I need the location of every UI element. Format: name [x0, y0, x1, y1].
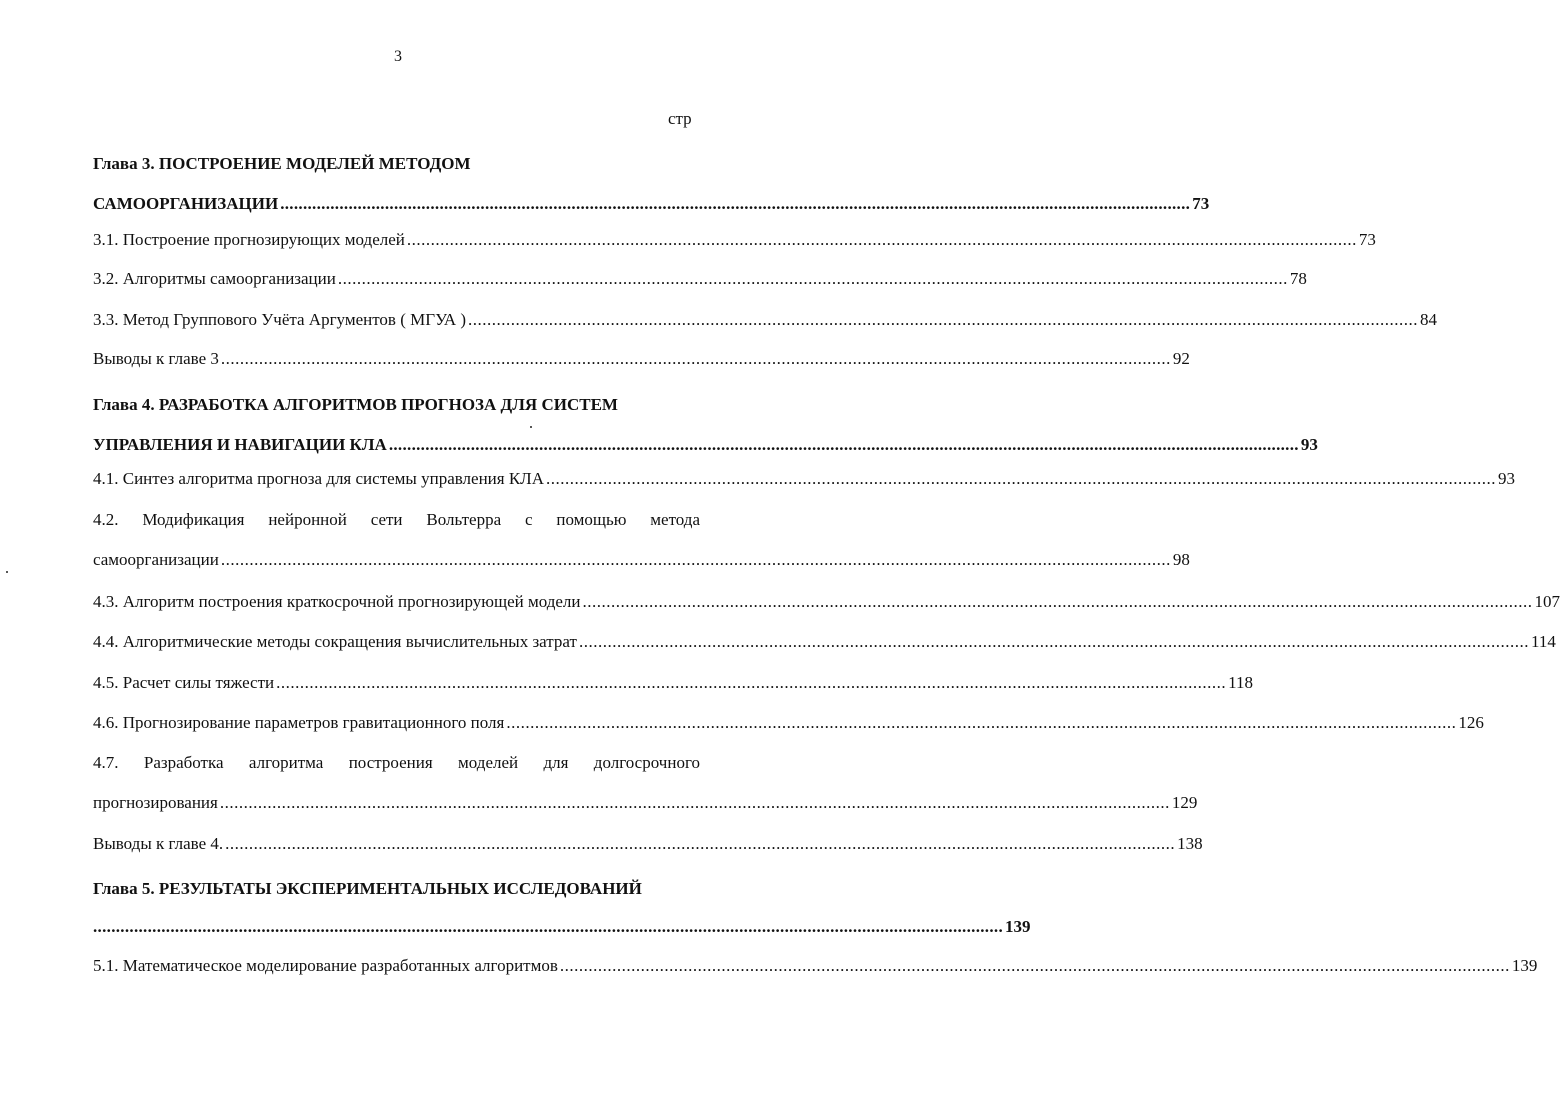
- toc-page-number: 139: [1511, 956, 1538, 975]
- toc-leader: ........................................................................................................................................................................................................: [406, 230, 1357, 249]
- toc-leader: ........................................................................................................................................................................................................: [337, 269, 1288, 288]
- toc-entry-text: 4.2. Модификация нейронной сети Вольтерра с помощью метода: [93, 510, 700, 529]
- toc-entry-text: 4.6. Прогнозирование параметров гравитационного поля: [93, 713, 505, 732]
- toc-page-number: 107: [1534, 592, 1560, 611]
- toc-chapter-heading: [93, 152, 700, 176]
- toc-chapter-heading: [93, 433, 1318, 457]
- toc-entry: [93, 711, 1484, 735]
- toc-entry-text: 3.1. Построение прогнозирующих моделей: [93, 230, 405, 249]
- toc-page-number: 93: [1497, 469, 1515, 488]
- toc-entry-text: Выводы к главе 4.: [93, 834, 224, 853]
- toc-entry-text: Глава 5. РЕЗУЛЬТАТЫ ЭКСПЕРИМЕНТАЛЬНЫХ ИССЛЕДОВАНИЙ: [93, 879, 642, 898]
- toc-page-number: 84: [1420, 310, 1438, 329]
- toc-entry-text: 3.2. Алгоритмы самоорганизации: [93, 269, 336, 288]
- toc-entry: [93, 671, 1253, 695]
- page-number: 3: [394, 48, 402, 65]
- toc-leader: ........................................................................................................................................................................................................: [220, 349, 1171, 368]
- toc-leader: ........................................................................................................................................................................................................: [280, 194, 1191, 213]
- toc-page-number: 129: [1171, 793, 1198, 812]
- toc-entry-text: Глава 4. РАЗРАБОТКА АЛГОРИТМОВ ПРОГНОЗА ДЛЯ СИСТЕМ: [93, 395, 618, 414]
- toc-page-number: 73: [1358, 230, 1376, 249]
- toc-leader: ........................................................................................................................................................................................................: [582, 592, 1533, 611]
- toc-entry-text: УПРАВЛЕНИЯ И НАВИГАЦИИ КЛА: [93, 435, 387, 454]
- toc-page-number: 78: [1289, 269, 1307, 288]
- toc-entry: [93, 791, 1198, 815]
- scan-speck: [6, 571, 8, 573]
- toc-entry: [93, 590, 1560, 614]
- toc-entry-text: 5.1. Математическое моделирование разработанных алгоритмов: [93, 956, 558, 975]
- toc-leader: ........................................................................................................................................................................................................: [93, 917, 1003, 936]
- toc-entry: [93, 228, 1376, 252]
- toc-page-number: 98: [1172, 550, 1190, 569]
- toc-leader: ........................................................................................................................................................................................................: [545, 469, 1496, 488]
- toc-entry-text: 4.5. Расчет силы тяжести: [93, 673, 275, 692]
- page-column-label: стр: [668, 109, 692, 128]
- toc-entry-text: самоорганизации: [93, 550, 219, 569]
- toc-page-number: 139: [1005, 917, 1031, 936]
- toc-leader: ........................................................................................................................................................................................................: [559, 956, 1510, 975]
- toc-page-number: 93: [1300, 435, 1318, 454]
- toc-entry-text: 4.4. Алгоритмические методы сокращения вычислительных затрат: [93, 632, 577, 651]
- toc-leader: ........................................................................................................................................................................................................: [220, 550, 1171, 569]
- toc-entry-text: Глава 3. ПОСТРОЕНИЕ МОДЕЛЕЙ МЕТОДОМ: [93, 154, 471, 173]
- toc-page-number: 73: [1192, 194, 1210, 213]
- toc-entry: [93, 954, 1538, 978]
- toc-chapter-heading: [93, 877, 700, 901]
- toc-leader: ........................................................................................................................................................................................................: [578, 632, 1529, 651]
- toc-leader: ........................................................................................................................................................................................................: [388, 435, 1299, 454]
- toc-entry: [93, 751, 700, 775]
- toc-entry: [93, 308, 1438, 332]
- toc-entry-text: 4.3. Алгоритм построения краткосрочной прогнозирующей модели: [93, 592, 581, 611]
- toc-page-number: 138: [1177, 834, 1203, 853]
- toc-leader: ........................................................................................................................................................................................................: [506, 713, 1457, 732]
- toc-chapter-heading: [93, 915, 1031, 939]
- toc-entry: [93, 548, 1190, 572]
- toc-leader: ........................................................................................................................................................................................................: [225, 834, 1176, 853]
- toc-page-number: 114: [1530, 632, 1556, 651]
- toc-entry-text: 4.7. Разработка алгоритма построения моделей для долгосрочного: [93, 753, 700, 772]
- toc-entry: [93, 832, 1203, 856]
- toc-entry-text: 4.1. Синтез алгоритма прогноза для системы управления КЛА: [93, 469, 544, 488]
- toc-page-number: 118: [1228, 673, 1253, 692]
- toc-entry-text: прогнозирования: [93, 793, 218, 812]
- toc-entry-text: 3.3. Метод Группового Учёта Аргументов ( МГУА ): [93, 310, 467, 329]
- toc-leader: ........................................................................................................................................................................................................: [276, 673, 1227, 692]
- toc-entry-text: САМООРГАНИЗАЦИИ: [93, 194, 279, 213]
- toc-page-number: 92: [1172, 349, 1190, 368]
- toc-entry: [93, 467, 1515, 491]
- toc-page-number: 126: [1458, 713, 1484, 732]
- toc-chapter-heading: [93, 393, 700, 417]
- toc-entry: [93, 347, 1190, 371]
- toc-leader: ........................................................................................................................................................................................................: [219, 793, 1170, 812]
- toc-entry: [93, 630, 1556, 654]
- toc-leader: ........................................................................................................................................................................................................: [468, 310, 1419, 329]
- scan-speck: [530, 426, 532, 428]
- toc-entry: [93, 267, 1307, 291]
- toc-entry-text: Выводы к главе 3: [93, 349, 219, 368]
- toc-entry: [93, 508, 700, 532]
- toc-chapter-heading: [93, 192, 1210, 216]
